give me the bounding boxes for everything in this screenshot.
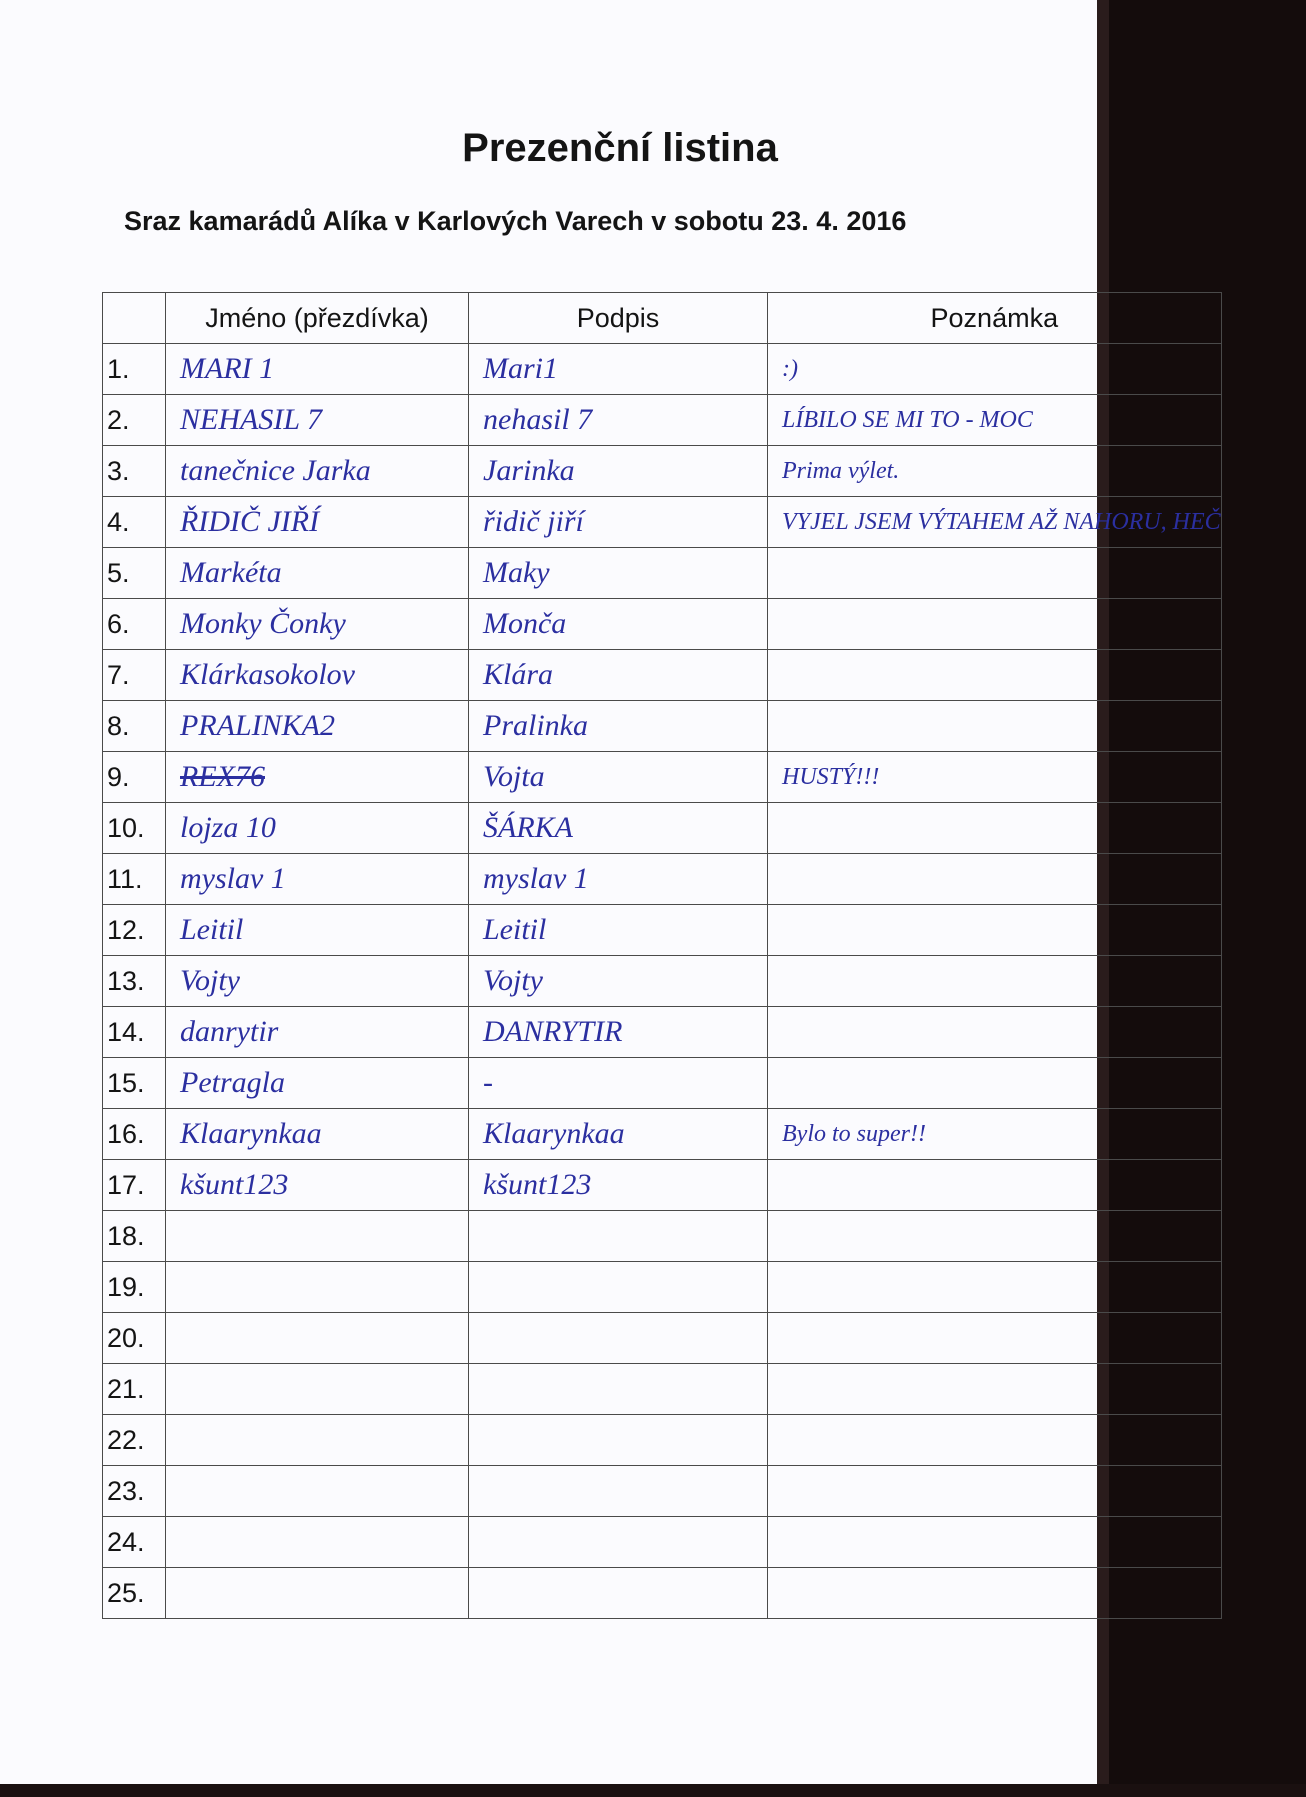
table-row	[103, 701, 1222, 752]
name-cell	[166, 497, 469, 548]
signature-cell	[469, 701, 768, 752]
note-cell	[768, 854, 1222, 905]
name-cell-text: myslav 1	[180, 862, 286, 895]
note-cell	[768, 1160, 1222, 1211]
signature-cell-text: řidič jiří	[483, 505, 584, 538]
note-cell	[768, 1568, 1222, 1619]
note-cell-text: VYJEL JSEM VÝTAHEM AŽ NAHORU, HEČ	[782, 508, 1221, 535]
table-row	[103, 1007, 1222, 1058]
row-number-text: 9.	[107, 761, 130, 792]
table-row	[103, 650, 1222, 701]
table-row	[103, 1058, 1222, 1109]
name-cell	[166, 1160, 469, 1211]
signature-cell-text: Klaarynkaa	[483, 1117, 625, 1150]
row-number	[103, 1109, 166, 1160]
document-title: Prezenční listina	[462, 126, 778, 170]
row-number	[103, 956, 166, 1007]
signature-cell	[469, 446, 768, 497]
name-cell	[166, 1313, 469, 1364]
row-number	[103, 905, 166, 956]
row-number-text: 19.	[107, 1271, 145, 1302]
signature-cell	[469, 1415, 768, 1466]
name-cell	[166, 1007, 469, 1058]
name-cell-text: NEHASIL 7	[180, 403, 322, 436]
row-number	[103, 803, 166, 854]
row-number	[103, 701, 166, 752]
name-cell-text: Klárkasokolov	[180, 658, 355, 691]
row-number-text: 18.	[107, 1220, 145, 1251]
name-cell-text: Leitil	[180, 913, 244, 946]
note-cell-text: LÍBILO SE MI TO - MOC	[782, 406, 1033, 433]
name-cell	[166, 1466, 469, 1517]
name-cell-text: Klaarynkaa	[180, 1117, 322, 1150]
row-number-text: 25.	[107, 1577, 145, 1608]
name-cell	[166, 1364, 469, 1415]
signature-cell	[469, 650, 768, 701]
table-row	[103, 446, 1222, 497]
name-cell-text: Markéta	[180, 556, 282, 589]
signature-cell	[469, 1211, 768, 1262]
row-number-text: 23.	[107, 1475, 145, 1506]
row-number-text: 12.	[107, 914, 145, 945]
table-row	[103, 803, 1222, 854]
note-cell	[768, 446, 1222, 497]
row-number	[103, 1364, 166, 1415]
signature-cell-text: kšunt123	[483, 1168, 592, 1201]
note-cell	[768, 1517, 1222, 1568]
signature-cell	[469, 1517, 768, 1568]
row-number-text: 16.	[107, 1118, 145, 1149]
row-number-text: 21.	[107, 1373, 145, 1404]
name-cell	[166, 650, 469, 701]
signature-cell	[469, 1466, 768, 1517]
note-cell	[768, 701, 1222, 752]
name-cell	[166, 1568, 469, 1619]
signature-cell-text: Maky	[483, 556, 550, 589]
signature-cell	[469, 1109, 768, 1160]
note-cell-text: Bylo to super!!	[782, 1120, 926, 1147]
note-cell	[768, 1313, 1222, 1364]
name-cell	[166, 803, 469, 854]
row-number	[103, 1517, 166, 1568]
name-cell-text: Vojty	[180, 964, 240, 997]
note-cell	[768, 752, 1222, 803]
table-row	[103, 497, 1222, 548]
table-row	[103, 752, 1222, 803]
note-cell	[768, 497, 1222, 548]
row-number-text: 13.	[107, 965, 145, 996]
signature-cell	[469, 1568, 768, 1619]
row-number-text: 22.	[107, 1424, 145, 1455]
name-cell-text: ŘIDIČ JIŘÍ	[180, 505, 320, 538]
table-row	[103, 905, 1222, 956]
name-cell	[166, 854, 469, 905]
signature-cell	[469, 803, 768, 854]
table-row	[103, 599, 1222, 650]
note-cell	[768, 956, 1222, 1007]
signature-cell	[469, 1364, 768, 1415]
name-cell	[166, 548, 469, 599]
signature-cell-text: Pralinka	[483, 709, 588, 742]
name-cell-text: Monky Čonky	[180, 607, 346, 640]
signature-cell-text: Klára	[483, 658, 554, 691]
signature-cell	[469, 497, 768, 548]
signature-cell	[469, 344, 768, 395]
name-cell-text: kšunt123	[180, 1168, 289, 1201]
row-number	[103, 344, 166, 395]
signature-cell	[469, 752, 768, 803]
name-cell	[166, 1262, 469, 1313]
name-cell-text: tanečnice Jarka	[180, 454, 371, 487]
note-cell	[768, 395, 1222, 446]
row-number	[103, 548, 166, 599]
header-number	[103, 293, 166, 344]
row-number-text: 2.	[107, 404, 130, 435]
name-cell	[166, 395, 469, 446]
name-cell-text: PRALINKA2	[180, 709, 335, 742]
signature-cell-text: ŠÁRKA	[483, 811, 573, 844]
signature-cell-text: myslav 1	[483, 862, 589, 895]
row-number-text: 8.	[107, 710, 130, 741]
note-cell	[768, 1058, 1222, 1109]
table-row	[103, 1568, 1222, 1619]
signature-cell-text: Jarinka	[483, 454, 575, 487]
name-cell	[166, 446, 469, 497]
signature-cell-text: DANRYTIR	[483, 1015, 623, 1048]
row-number	[103, 854, 166, 905]
signature-cell	[469, 599, 768, 650]
row-number	[103, 1415, 166, 1466]
signature-cell	[469, 1160, 768, 1211]
row-number-text: 1.	[107, 353, 130, 384]
row-number	[103, 1262, 166, 1313]
name-cell	[166, 1517, 469, 1568]
note-cell	[768, 905, 1222, 956]
name-cell-text: Petragla	[180, 1066, 285, 1099]
signature-cell	[469, 548, 768, 599]
table-row	[103, 344, 1222, 395]
table-row	[103, 548, 1222, 599]
row-number-text: 6.	[107, 608, 130, 639]
table-row	[103, 854, 1222, 905]
signature-cell-text: Monča	[483, 607, 567, 640]
row-number-text: 24.	[107, 1526, 145, 1557]
row-number	[103, 1058, 166, 1109]
name-cell	[166, 1211, 469, 1262]
scan-edge-bottom	[0, 1784, 1306, 1797]
row-number	[103, 395, 166, 446]
row-number-text: 10.	[107, 812, 145, 843]
name-cell	[166, 956, 469, 1007]
table-row	[103, 1313, 1222, 1364]
row-number	[103, 1313, 166, 1364]
signature-cell	[469, 1313, 768, 1364]
name-cell-text: MARI 1	[180, 352, 275, 385]
table-row	[103, 1364, 1222, 1415]
row-number	[103, 752, 166, 803]
note-cell	[768, 1007, 1222, 1058]
header-note: Poznámka	[768, 293, 1222, 344]
name-cell	[166, 1109, 469, 1160]
signature-cell	[469, 905, 768, 956]
signature-cell	[469, 956, 768, 1007]
row-number-text: 3.	[107, 455, 130, 486]
signature-cell	[469, 1262, 768, 1313]
note-cell	[768, 650, 1222, 701]
name-cell-text: REX76	[180, 760, 265, 793]
row-number-text: 4.	[107, 506, 130, 537]
row-number-text: 15.	[107, 1067, 145, 1098]
note-cell-text: :)	[782, 355, 798, 382]
row-number-text: 7.	[107, 659, 130, 690]
table-row	[103, 1211, 1222, 1262]
table-row	[103, 1466, 1222, 1517]
name-cell	[166, 701, 469, 752]
table-header-row	[103, 293, 1222, 344]
row-number	[103, 446, 166, 497]
table-row	[103, 395, 1222, 446]
row-number	[103, 650, 166, 701]
row-number	[103, 1007, 166, 1058]
header-name: Jméno (přezdívka)	[166, 293, 469, 344]
signature-cell-text: Mari1	[483, 352, 558, 385]
name-cell	[166, 1058, 469, 1109]
row-number-text: 20.	[107, 1322, 145, 1353]
note-cell	[768, 1109, 1222, 1160]
row-number	[103, 599, 166, 650]
signature-cell-text: Leitil	[483, 913, 547, 946]
name-cell	[166, 344, 469, 395]
signature-cell	[469, 1058, 768, 1109]
name-cell	[166, 905, 469, 956]
signature-cell-text: Vojty	[483, 964, 543, 997]
document-subtitle: Sraz kamarádů Alíka v Karlových Varech v sobotu 23. 4. 2016	[124, 206, 907, 236]
row-number	[103, 1466, 166, 1517]
attendance-table	[102, 292, 1222, 1619]
table-row	[103, 956, 1222, 1007]
note-cell	[768, 1466, 1222, 1517]
row-number	[103, 497, 166, 548]
row-number-text: 14.	[107, 1016, 145, 1047]
row-number	[103, 1211, 166, 1262]
name-cell	[166, 752, 469, 803]
signature-cell-text: Vojta	[483, 760, 545, 793]
note-cell	[768, 1262, 1222, 1313]
row-number-text: 17.	[107, 1169, 145, 1200]
signature-cell-text: nehasil 7	[483, 403, 593, 436]
row-number-text: 5.	[107, 557, 130, 588]
signature-cell	[469, 1007, 768, 1058]
name-cell-text: danrytir	[180, 1015, 279, 1048]
name-cell-text: lojza 10	[180, 811, 276, 844]
row-number-text: 11.	[107, 863, 143, 894]
note-cell	[768, 803, 1222, 854]
table-row	[103, 1160, 1222, 1211]
note-cell	[768, 344, 1222, 395]
note-cell	[768, 1415, 1222, 1466]
signature-cell	[469, 395, 768, 446]
note-cell-text: HUSTÝ!!!	[782, 763, 880, 790]
table-row	[103, 1109, 1222, 1160]
note-cell	[768, 1211, 1222, 1262]
note-cell	[768, 599, 1222, 650]
header-signature: Podpis	[469, 293, 768, 344]
note-cell-text: Prima výlet.	[782, 457, 900, 484]
table-row	[103, 1415, 1222, 1466]
table-row	[103, 1517, 1222, 1568]
name-cell	[166, 1415, 469, 1466]
signature-cell-text: -	[483, 1066, 493, 1099]
row-number	[103, 1568, 166, 1619]
signature-cell	[469, 854, 768, 905]
row-number	[103, 1160, 166, 1211]
note-cell	[768, 1364, 1222, 1415]
name-cell	[166, 599, 469, 650]
note-cell	[768, 548, 1222, 599]
table-row	[103, 1262, 1222, 1313]
